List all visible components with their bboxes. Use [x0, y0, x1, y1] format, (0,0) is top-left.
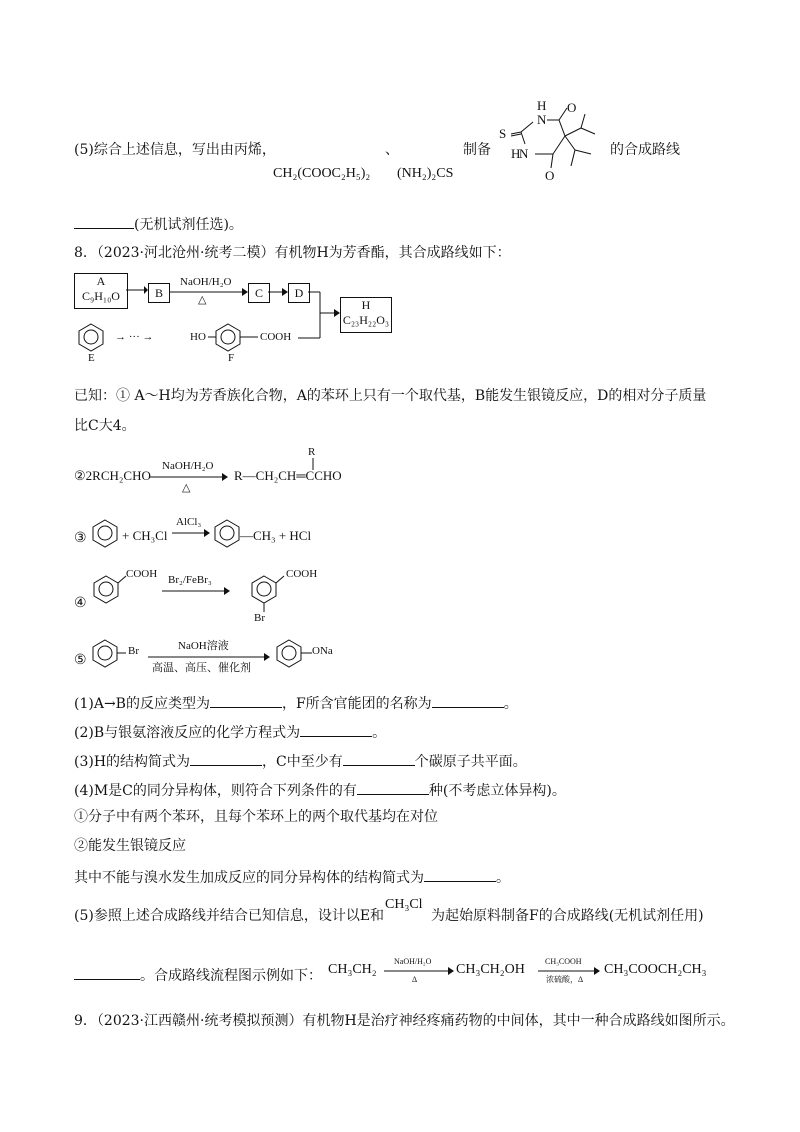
example-cond2-bottom: 浓硫酸，Δ — [546, 975, 584, 984]
answer-blank[interactable] — [343, 751, 415, 766]
arrow-f-merge — [298, 336, 322, 340]
answer-blank[interactable] — [190, 751, 262, 766]
arrow-a-b — [126, 284, 148, 296]
known-cont: 比C大4。 — [74, 418, 136, 434]
rxn4-benzoic-acid — [88, 570, 128, 606]
q8-cond3 — [74, 867, 510, 887]
rxn2-reactant: 2RCH₂CHO — [85, 468, 151, 483]
rxn2-heat: △ — [182, 482, 191, 494]
rxn4-product — [246, 570, 290, 626]
q8-sub1-c: 。 — [503, 696, 518, 712]
rxn4-br: Br — [254, 612, 265, 624]
q8-cond1: ①分子中有两个苯环，且每个苯环上的两个取代基均在对位 — [74, 809, 438, 825]
example-arrow1 — [384, 966, 456, 976]
atom-o-bottom: O — [545, 168, 555, 183]
rxn4-num: ④ — [74, 595, 87, 611]
q8-sub4-b: 种(不考虑立体异构)。 — [428, 783, 566, 799]
scheme-dots: → ··· → — [115, 331, 154, 343]
rxn5-left-group: Br — [128, 645, 139, 657]
q9-header — [74, 1013, 735, 1030]
q8-cond3-a: 其中不能与溴水发生加成反应的同分异构体的结构简式为 — [74, 870, 424, 886]
compound-a-label: A — [96, 274, 106, 288]
q8-sub5-b: 为起始原料制备F的合成路线(无机试剂任用) — [431, 908, 704, 924]
answer-blank[interactable] — [357, 780, 429, 795]
q8-sub1-a: (1)A→B的反应类型为 — [74, 696, 210, 712]
q8-sub1-b: ，F所含官能团的名称为 — [281, 696, 432, 712]
q8-sub4 — [74, 780, 566, 800]
q8-sub5-line2 — [74, 965, 322, 985]
rxn3-num: ③ — [74, 530, 87, 546]
compound-c-label: C — [254, 286, 263, 300]
q8-sub2 — [74, 722, 386, 742]
answer-blank[interactable] — [432, 693, 504, 708]
q8-sub3-c: 个碳原子共平面。 — [414, 754, 527, 770]
answer-blank[interactable] — [210, 693, 282, 708]
rxn3-left: + CH₃Cl — [122, 528, 168, 543]
q7-answer-tail: (无机试剂任选)。 — [134, 217, 243, 233]
q8-source: （2023·河北沧州·统考二模） — [96, 245, 275, 261]
atom-h-top: H — [537, 98, 547, 113]
example-step3: CH₃COOCH₂CH₃ — [604, 962, 707, 977]
compound-b-label: B — [154, 286, 163, 300]
q8-sub5-a: (5)参照上述合成路线并结合已知信息，设计以E和 — [74, 908, 385, 924]
example-cond1-top: NaOH/H₂O — [394, 957, 432, 966]
q8-sub3-a: (3)H的结构简式为 — [74, 754, 191, 770]
q7-answer-line — [74, 214, 243, 234]
rxn5-right-group: ONa — [312, 645, 333, 657]
rxn3-right: —CH₃ + HCl — [240, 528, 312, 543]
answer-blank[interactable] — [424, 867, 496, 882]
rxn4-cond: Br₂/FeBr₃ — [168, 574, 212, 586]
scheme-reagent: NaOH/H₂O — [180, 276, 232, 288]
q7-part5-label: (5)综合上述信息，写出由丙烯， — [74, 142, 276, 158]
compound-f-ho: HO — [190, 331, 206, 343]
q8-stem: 有机物H为芳香酯，其合成路线如下： — [274, 245, 511, 261]
rxn3-arrow — [172, 528, 212, 538]
separator: 、 — [385, 142, 399, 158]
compound-b-box — [148, 283, 170, 303]
rxn5-num: ⑤ — [74, 652, 87, 668]
answer-blank[interactable] — [74, 965, 140, 980]
atom-n-bottom: N — [519, 146, 529, 161]
compound-h-formula: C₂₃H₂₂O₃ — [342, 313, 390, 327]
q8-sub1 — [74, 693, 518, 713]
answer-blank[interactable] — [74, 214, 134, 229]
rxn5-bromobenzene — [90, 638, 126, 668]
rxn2-product: R—CH₂CH═CCHO — [234, 468, 342, 483]
q8-header — [74, 245, 511, 262]
atom-s: S — [499, 126, 507, 141]
compound-f-cooh: COOH — [260, 331, 292, 343]
q9-number: 9． — [74, 1013, 97, 1029]
rxn2-left — [74, 468, 151, 484]
rxn2-R: R — [308, 446, 316, 458]
rxn2-r-bond — [310, 458, 316, 470]
rxn2-cond: NaOH/H₂O — [162, 460, 214, 472]
q7-part5-suffix: 的合成路线 — [610, 142, 680, 158]
rxn4-right-group: COOH — [286, 568, 318, 580]
benzene-f — [208, 322, 264, 352]
rxn3-cond: AlCl₃ — [176, 516, 202, 528]
example-step1: CH₃CH₂ — [328, 962, 377, 977]
rxn2-arrow — [150, 472, 230, 482]
atom-o-top: O — [567, 100, 577, 115]
reagent-malonate: CH₂(COOC₂H₅)₂ — [273, 166, 371, 181]
rxn5-cond-top: NaOH溶液 — [178, 640, 229, 652]
q8-cond3-b: 。 — [496, 870, 510, 886]
q8-sub2-b: 。 — [372, 725, 387, 741]
compound-e-label: E — [88, 352, 95, 364]
compound-c-box — [248, 283, 270, 303]
compound-a-formula: C₉H₁₀O — [82, 289, 120, 303]
verb-prepare: 制备 — [463, 142, 491, 158]
compound-d-label: D — [294, 286, 304, 300]
example-step2: CH₃CH₂OH — [456, 962, 525, 977]
q9-stem: 有机物H是治疗神经疼痛药物的中间体，其中一种合成路线如图所示。 — [302, 1013, 735, 1029]
rxn4-left-group: COOH — [126, 568, 158, 580]
atom-n-top: N — [537, 112, 547, 127]
example-cond2-top: CH₃COOH — [545, 957, 582, 966]
q8-cond2: ②能发生银镜反应 — [74, 838, 186, 854]
target-molecule-structure — [495, 92, 605, 187]
answer-blank[interactable] — [300, 722, 372, 737]
compound-f-label: F — [228, 352, 235, 364]
compound-d-box — [288, 283, 310, 303]
q8-sub5-ch3cl: CH₃Cl — [385, 897, 423, 912]
rxn2-num: ② — [74, 468, 86, 483]
q8-sub4-a: (4)M是C的同分异构体，则符合下列条件的有 — [74, 783, 357, 799]
rxn5-cond-bottom: 高温、高压、催化剂 — [152, 662, 251, 674]
q8-number: 8． — [74, 245, 97, 261]
q8-sub3 — [74, 751, 527, 771]
arrow-b-c — [170, 286, 248, 298]
arrow-c-d — [268, 286, 288, 298]
reagent-thiourea: (NH₂)₂CS — [397, 166, 454, 181]
compound-h-box — [340, 297, 392, 333]
scheme-heat: △ — [198, 294, 207, 306]
q8-sub2-a: (2)B与银氨溶液反应的化学方程式为 — [74, 725, 301, 741]
example-cond1-bottom: Δ — [412, 975, 418, 984]
rxn5-phenoxide — [274, 638, 314, 668]
benzene-e — [76, 322, 106, 352]
q8-sub5-c: 。合成路线流程图示例如下： — [140, 968, 322, 984]
q8-sub3-b: ，C中至少有 — [262, 754, 343, 770]
rxn5-arrow — [148, 652, 272, 662]
rxn3-product-benzene — [212, 518, 242, 548]
compound-h-label: H — [361, 298, 371, 312]
atom-h-bottom: H — [511, 146, 521, 161]
rxn3-benzene — [90, 518, 120, 548]
known-intro: 已知：① A～H均为芳香族化合物，A的苯环上只有一个取代基，B能发生银镜反应，D的相对分子质量 — [74, 388, 707, 404]
rxn4-arrow — [162, 586, 232, 596]
compound-a-box — [74, 273, 128, 309]
q9-source: （2023·江西赣州·统考模拟预测） — [96, 1013, 303, 1029]
